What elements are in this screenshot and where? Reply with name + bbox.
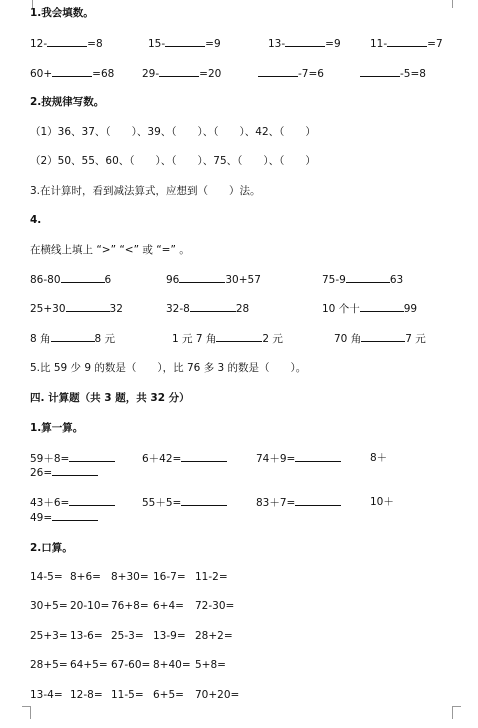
fill-item: 29- =20 [142,68,222,80]
oral-item: 30+5= [30,600,68,612]
corner-mark [22,706,31,719]
answer-blank[interactable] [66,301,110,312]
compare-item: 25+30 32 [30,303,123,315]
compare-item: 10 个十 99 [322,303,418,315]
question-3: 3.在计算时，看到减法算式，应想到（ ）法。 [30,185,261,197]
fill-item: 60+ =68 [30,68,115,80]
calc-item: 83＋7= [256,495,341,510]
oral-item: 6+5= [153,689,184,701]
answer-blank[interactable] [295,495,341,506]
calc-q1-title: 1.算一算。 [30,422,84,434]
calc-item: 10＋ [370,496,394,508]
corner-mark [452,0,463,8]
calc-item: 26= [30,465,98,480]
answer-blank[interactable] [346,272,390,283]
oral-item: 11-2= [195,571,228,583]
fill-item: 15- =9 [148,38,221,50]
section-1-title: 1.我会填数。 [30,7,94,19]
oral-item: 25-3= [111,630,144,642]
answer-blank[interactable] [52,465,98,476]
fill-item: 12- =8 [30,38,103,50]
section-2-title: 2.按规律写数。 [30,96,105,108]
oral-item: 6+4= [153,600,184,612]
section-4-title: 4. [30,214,42,226]
oral-item: 13-4= [30,689,63,701]
fill-item: 11- =7 [370,38,443,50]
oral-calc-row [30,629,233,643]
sequence-line: （2）50、55、60、（ ）、（ ）、75、（ ）、（ ） [30,155,316,167]
oral-item: 8+40= [153,659,191,671]
compare-item: 8 角 8 元 [30,333,116,345]
oral-item: 70+20= [195,689,240,701]
oral-item: 8+6= [70,571,101,583]
calc-item: 55＋5= [142,495,227,510]
answer-blank[interactable] [165,36,205,47]
answer-blank[interactable] [360,301,404,312]
answer-blank[interactable] [190,301,236,312]
answer-blank[interactable] [360,66,400,77]
answer-blank[interactable] [181,451,227,462]
fill-item: -5=8 [360,66,426,81]
oral-calc-row [30,599,234,613]
compare-item: 86-80 6 [30,274,112,286]
answer-blank[interactable] [159,66,199,77]
compare-item: 75-9 63 [322,274,404,286]
oral-item: 67-60= [111,659,151,671]
oral-item: 8+30= [111,571,149,583]
compare-item: 1 元 7 角 2 元 [172,333,283,345]
answer-blank[interactable] [52,66,92,77]
calc-q2-title: 2.口算。 [30,542,73,554]
oral-item: 64+5= [70,659,108,671]
oral-item: 13-9= [153,630,186,642]
answer-blank[interactable] [216,331,262,342]
section-4-instruction: 在横线上填上 “>” “<” 或 “=” 。 [30,244,190,256]
answer-blank[interactable] [361,331,405,342]
oral-item: 12-8= [70,689,103,701]
oral-calc-row [30,570,228,584]
calc-item: 6＋42= [142,451,227,466]
answer-blank[interactable] [179,272,225,283]
calc-item: 43＋6= [30,495,115,510]
answer-blank[interactable] [69,451,115,462]
answer-blank[interactable] [285,36,325,47]
answer-blank[interactable] [61,272,105,283]
part-4-title: 四. 计算题（共 3 题，共 32 分） [30,392,190,404]
fill-item: -7=6 [258,66,324,81]
answer-blank[interactable] [52,510,98,521]
corner-mark [452,706,461,719]
answer-blank[interactable] [181,495,227,506]
calc-item: 8＋ [370,452,388,464]
fill-item: 13- =9 [268,38,341,50]
compare-item: 70 角 7 元 [334,333,426,345]
answer-blank[interactable] [387,36,427,47]
answer-blank[interactable] [69,495,115,506]
answer-blank[interactable] [258,66,298,77]
oral-item: 11-5= [111,689,144,701]
sequence-line: （1）36、37、（ ）、39、（ ）、（ ）、42、（ ） [30,126,316,138]
oral-item: 76+8= [111,600,149,612]
oral-item: 16-7= [153,571,186,583]
answer-blank[interactable] [295,451,341,462]
oral-item: 5+8= [195,659,226,671]
oral-calc-row [30,688,239,702]
calc-item: 74＋9= [256,451,341,466]
compare-item: 32-8 28 [166,303,250,315]
question-5: 5.比 59 少 9 的数是（ ），比 76 多 3 的数是（ ）。 [30,362,307,374]
oral-item: 28+5= [30,659,68,671]
calc-item: 59＋8= [30,451,115,466]
oral-item: 14-5= [30,571,63,583]
oral-item: 13-6= [70,630,103,642]
oral-item: 28+2= [195,630,233,642]
oral-item: 72-30= [195,600,235,612]
oral-calc-row [30,658,226,672]
oral-item: 25+3= [30,630,68,642]
answer-blank[interactable] [47,36,87,47]
compare-item: 96 30+57 [166,274,261,286]
answer-blank[interactable] [51,331,95,342]
oral-item: 20-10= [70,600,110,612]
calc-item: 49= [30,510,98,525]
